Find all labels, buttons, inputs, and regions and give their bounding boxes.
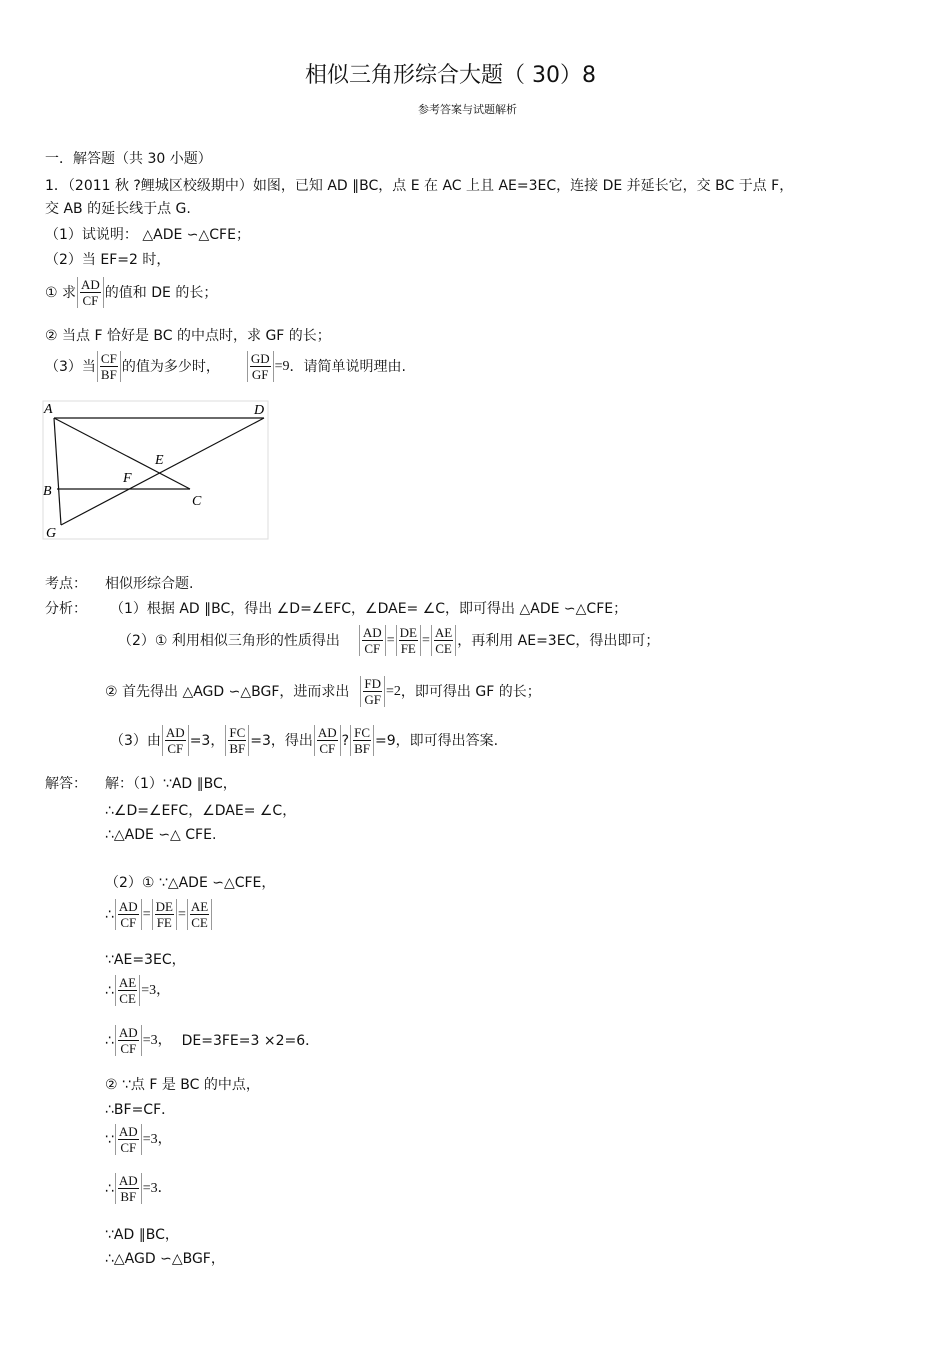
jieda-line-12 [105,1173,172,1204]
fenxi-line-4 [110,725,498,756]
fenxi-line-2: （2）① 利用相似三角形的性质得出 $\frac{AD}{CF}$ = $\frac{DE}{FE}$ = $\frac{AE}{CE}$ ，再利用 AE=3EC，得出即可； [118,625,660,656]
fraction-ad-cf: $\frac{AD}{CF}$ [115,1025,142,1056]
because-symbol: ∵ [105,1131,114,1148]
fenxi-4-c: ? [341,732,350,749]
question-1: （1）试说明： △ADE ∽△CFE； [45,227,250,243]
fraction-fc-bf: $\frac{FC}{BF}$ [350,725,374,756]
therefore-symbol: ∴ [105,906,114,923]
equals-three: =3， [141,982,171,998]
jieda-line-2: ∴∠D=∠EFC，∠DAE= ∠C， [105,803,297,819]
question-3 [45,351,406,382]
jieda-line-14: ∴△AGD ∽△BGF， [105,1251,225,1267]
therefore-symbol: ∴ [105,1180,114,1197]
q2a-prefix: ① 求 [45,284,77,301]
label-c: C [192,494,202,509]
fraction-ad-cf: $\frac{AD}{CF}$ [115,899,142,930]
question-2: （2）当 EF=2 时， [45,252,171,268]
fraction-cf-bf: $\frac{CF}{BF}$ [97,351,121,382]
problem-line-1: 1．（2011 秋 ?鲤城区校级期中）如图，已知 AD ∥BC，点 E 在 AC 上且 AE=3EC，连接 DE 并延长它，交 BC 于点 F， [45,178,794,194]
jieda-line-1: 解：（1）∵AD ∥BC， [105,776,237,792]
fenxi-3-equals: =2 [386,683,401,699]
label-g: G [46,526,57,541]
fraction-ae-ce: $\frac{AE}{CE}$ [431,625,456,656]
fenxi-4-b: =3，得出 [250,732,313,749]
jieda-line-10: ∴BF=CF． [105,1102,176,1118]
section-heading: 一．解答题（共 30 小题） [45,151,212,167]
jieda-line-4: （2）① ∵△ADE ∽△CFE， [105,875,276,891]
jieda-line-7 [105,975,170,1006]
fenxi-4-d: =9，即可得出答案. [375,732,499,749]
question-2b: ② 当点 F 恰好是 BC 的中点时，求 GF 的长； [45,328,331,344]
jieda-line-3: ∴△ADE ∽△ CFE. [105,827,217,843]
jieda-line-5: ∴ $\frac{AD}{CF}$ = $\frac{DE}{FE}$ = $\frac{AE}{CE}$ [105,899,213,930]
segment-ag [54,418,61,525]
jieda-line-8 [105,1025,319,1056]
fraction-ad-cf: $\frac{AD}{CF}$ [314,725,341,756]
jieda-line-9: ② ∵点 F 是 BC 的中点， [105,1077,260,1093]
q2a-suffix: 的值和 DE 的长； [104,284,218,301]
q3-prefix: （3）当 [45,358,96,375]
fraction-ad-cf: $\frac{AD}{CF}$ [162,725,189,756]
jieda-line-6: ∵AE=3EC， [105,952,186,968]
fenxi-2-prefix: （2）① 利用相似三角形的性质得出 [118,632,340,649]
fenxi-line-1: （1）根据 AD ∥BC，得出 ∠D=∠EFC，∠DAE= ∠C，即可得出 △ADE ∽△CFE； [110,601,628,617]
fenxi-3-prefix: ② 首先得出 △AGD ∽△BGF，进而求出 [105,683,350,700]
fraction-ae-ce: $\frac{AE}{CE}$ [115,975,140,1006]
fenxi-2-suffix: ，再利用 AE=3EC，得出即可； [457,632,660,649]
jieda-line-11 [105,1124,172,1155]
fraction-de-fe: $\frac{DE}{FE}$ [396,625,421,656]
fraction-fd-gf: $\frac{FD}{GF}$ [360,676,385,707]
therefore-symbol: ∴ [105,982,114,999]
q3-middle: 的值为多少时， [121,358,220,375]
segment-dg [61,418,264,525]
fraction-ad-cf: $\frac{AD}{CF}$ [359,625,386,656]
jieda-line-13: ∵AD ∥BC， [105,1227,179,1243]
fraction-ad-cf: $\frac{AD}{CF}$ [115,1124,142,1155]
label-d: D [254,403,265,418]
question-2a [45,277,217,308]
kaodian-text: 相似形综合题. [105,576,194,592]
fraction-fc-bf: $\frac{FC}{BF}$ [225,725,249,756]
fraction-de-fe: $\frac{DE}{FE}$ [152,899,177,930]
q3-equals: =9 [274,358,290,374]
equals-three: =3， [142,1032,172,1048]
fraction-gd-gf: $\frac{GD}{GF}$ [247,351,274,382]
fenxi-label: 分析： [45,601,87,617]
fenxi-4-a: =3， [189,732,225,749]
problem-line-2: 交 AB 的延长线于点 G. [45,201,191,217]
label-f: F [123,471,132,486]
fraction-ad-cf: $\frac{AD}{CF}$ [77,277,104,308]
equals-three: =3． [142,1180,172,1196]
fenxi-4-prefix: （3）由 [110,732,161,749]
q3-suffix: ．请简单说明理由. [289,358,406,375]
jieda-label: 解答： [45,776,87,792]
segment-ac [54,418,190,489]
label-b: B [43,484,52,499]
label-a: A [44,402,53,417]
equals-three: =3， [142,1131,172,1147]
geometry-figure [40,398,272,543]
de-result: DE=3FE=3 ×2=6． [181,1032,320,1049]
page-title: 相似三角形综合大题（ 30）8 [305,63,596,88]
therefore-symbol: ∴ [105,1032,114,1049]
fraction-ae-ce: $\frac{AE}{CE}$ [187,899,212,930]
fenxi-line-3 [105,676,541,707]
page-subtitle: 参考答案与试题解析 [418,103,517,116]
label-e: E [155,453,164,468]
kaodian-label: 考点： [45,576,87,592]
fraction-ad-bf: $\frac{AD}{BF}$ [115,1173,142,1204]
fenxi-3-suffix: ，即可得出 GF 的长； [400,683,541,700]
